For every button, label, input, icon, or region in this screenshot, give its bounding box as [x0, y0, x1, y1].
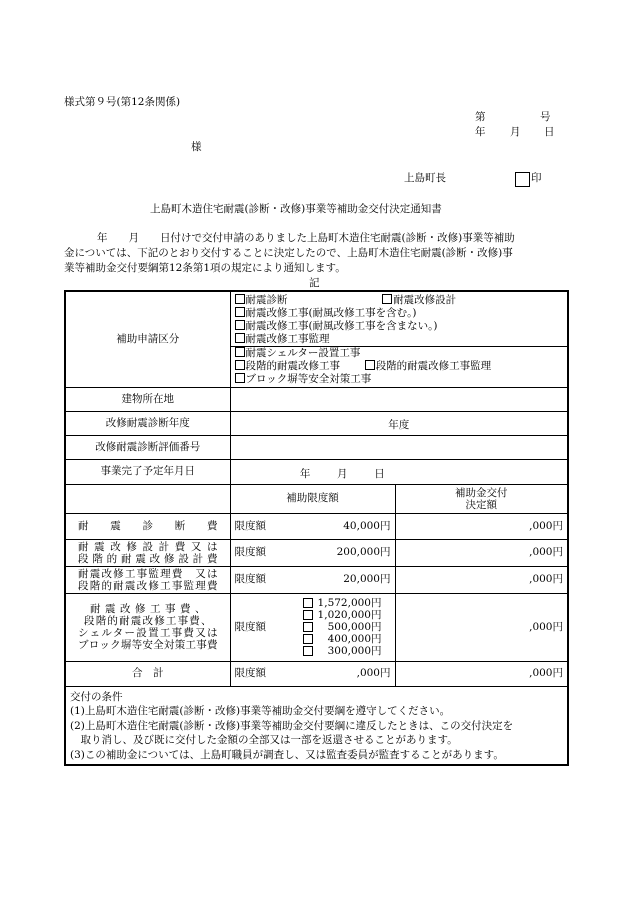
category-label: 補助申請区分 [65, 291, 230, 387]
amount-header-row [65, 484, 568, 513]
category-group-1 [235, 294, 564, 346]
diagnosis-limit: 40,000円 [343, 519, 391, 532]
checkbox-shelter[interactable]: 耐震シェルター設置工事 [235, 347, 564, 360]
construction-limit-option[interactable]: 400,000円 [303, 633, 382, 645]
checkbox-seismic-design[interactable]: 耐震改修設計 [382, 294, 456, 306]
construction-limit-option[interactable]: 500,000円 [303, 621, 382, 633]
number-prefix: 第 [475, 111, 486, 123]
design-decided[interactable]: ,000円 [395, 539, 568, 566]
location-value[interactable] [230, 387, 568, 411]
construction-cost-row [65, 593, 568, 661]
body-line-1: 年 月 日付けで交付申請のありました上島町木造住宅耐震(診断・改修)事業等補助 [97, 232, 515, 244]
category-option-line [235, 294, 564, 307]
total-limit: ,000円 [356, 667, 391, 679]
date-day: 日 [544, 126, 555, 138]
construction-label-1: 耐震改修工事費、 [90, 603, 206, 615]
construction-label-2: 段階的耐震改修工事費、 [84, 615, 212, 627]
location-row [65, 387, 568, 411]
diag-year-row [65, 411, 568, 435]
body-line-2: 金については、下記のとおり交付することに決定したので、上島町木造住宅耐震(診断・改修)事 [64, 247, 513, 259]
condition-2-cont: 取り消し、及び既に交付した金額の全部又は一部を返還させることがあります。 [70, 734, 458, 746]
header-blank [65, 484, 230, 513]
ki-label: 記 [309, 277, 320, 289]
completion-value[interactable] [230, 459, 568, 484]
construction-limit-option[interactable]: 1,020,000円 [303, 609, 382, 621]
limit-prefix: 限度額 [234, 620, 266, 633]
completion-label: 事業完了予定年月日 [65, 459, 230, 484]
checkbox-staged-retrofit[interactable]: 段階的耐震改修工事 [235, 360, 341, 372]
date-month: 月 [510, 126, 521, 138]
diag-year-label: 改修耐震診断年度 [65, 411, 230, 435]
col-decided-header: 補助金交付 決定額 [395, 484, 568, 513]
checkbox-retrofit-wind-excluded[interactable]: 耐震改修工事(耐風改修工事を含まない。) [235, 320, 564, 333]
location-label: 建物所在地 [65, 387, 230, 411]
diag-year-value[interactable]: 年度 [230, 411, 568, 435]
construction-limit-option[interactable]: 1,572,000円 [303, 597, 382, 609]
checkbox-staged-supervision[interactable]: 段階的耐震改修工事監理 [365, 360, 492, 372]
construction-limit-option[interactable]: 300,000円 [303, 645, 382, 657]
supervision-cost-label-2: 段階的耐震改修工事監理費 [78, 579, 218, 592]
issuer: 上島町長 [404, 172, 446, 184]
category-options [230, 291, 568, 387]
supervision-cost-label-1: 耐震改修工事監理費 又は [78, 567, 218, 580]
completion-day: 日 [374, 467, 385, 480]
diagnosis-cost-label: 耐 震 診 断 費 [78, 519, 218, 532]
condition-2: (2)上島町木造住宅耐震(診断・改修)事業等補助金交付要綱に違反したときは、この交付決定を [70, 719, 514, 732]
total-decided[interactable]: ,000円 [395, 661, 568, 686]
completion-row [65, 459, 568, 484]
supervision-limit: 20,000円 [343, 573, 391, 585]
col-limit-header: 補助限度額 [230, 484, 395, 513]
design-limit: 200,000円 [336, 546, 391, 558]
diagnosis-cost-row [65, 513, 568, 539]
construction-label-3: シェルター設置工事費又は [78, 627, 218, 639]
construction-decided[interactable]: ,000円 [395, 593, 568, 661]
checkbox-seismic-diagnosis[interactable]: 耐震診断 [235, 294, 288, 306]
diagnosis-decided[interactable]: ,000円 [395, 513, 568, 539]
construction-label-4: ブロック塀等安全対策工事費 [78, 639, 218, 651]
limit-prefix: 限度額 [234, 519, 266, 532]
seal-box [515, 172, 530, 187]
total-row [65, 661, 568, 686]
checkbox-retrofit-wind-included[interactable]: 耐震改修工事(耐風改修工事を含む。) [235, 307, 564, 320]
number-suffix: 号 [540, 111, 551, 123]
checkbox-block-wall[interactable]: ブロック塀等安全対策工事 [235, 373, 564, 386]
supervision-cost-row [65, 566, 568, 593]
checkbox-retrofit-supervision[interactable]: 耐震改修工事監理 [235, 333, 564, 346]
completion-year: 年 [299, 467, 311, 480]
completion-month: 月 [337, 467, 348, 480]
category-row [65, 291, 568, 387]
category-group-2 [231, 346, 568, 386]
limit-prefix: 限度額 [234, 546, 266, 558]
supervision-decided[interactable]: ,000円 [395, 566, 568, 593]
diag-number-value[interactable] [230, 435, 568, 459]
conditions-row [65, 686, 568, 765]
design-cost-label-2: 段階的耐震改修設計費 [78, 552, 218, 565]
body-line-3: 業等補助金交付要綱第12条第1項の規定により通知します。 [64, 262, 346, 274]
design-cost-label-1: 耐震改修設計費又は [78, 540, 218, 553]
date-year: 年 [475, 126, 486, 138]
seal-label: 印 [531, 172, 542, 184]
diag-number-row [65, 435, 568, 459]
subsidy-table [64, 290, 569, 766]
limit-prefix: 限度額 [234, 667, 266, 679]
conditions-title: 交付の条件 [70, 690, 123, 703]
document-title: 上島町木造住宅耐震(診断・改修)事業等補助金交付決定通知書 [150, 203, 442, 215]
diag-number-label: 改修耐震診断評価番号 [65, 435, 230, 459]
design-cost-row [65, 539, 568, 566]
construction-limit-options [303, 597, 382, 657]
condition-1: (1)上島町木造住宅耐震(診断・改修)事業等補助金交付要綱を遵守してください。 [70, 705, 451, 717]
limit-prefix: 限度額 [234, 573, 266, 585]
total-label: 合 計 [65, 661, 230, 686]
form-label: 様式第９号(第12条関係) [64, 96, 181, 108]
category-option-line [235, 360, 564, 373]
recipient-sama: 様 [191, 141, 202, 153]
condition-3: (3)この補助金については、上島町職員が調査し、又は監査委員が監査することがあります。 [70, 748, 504, 761]
